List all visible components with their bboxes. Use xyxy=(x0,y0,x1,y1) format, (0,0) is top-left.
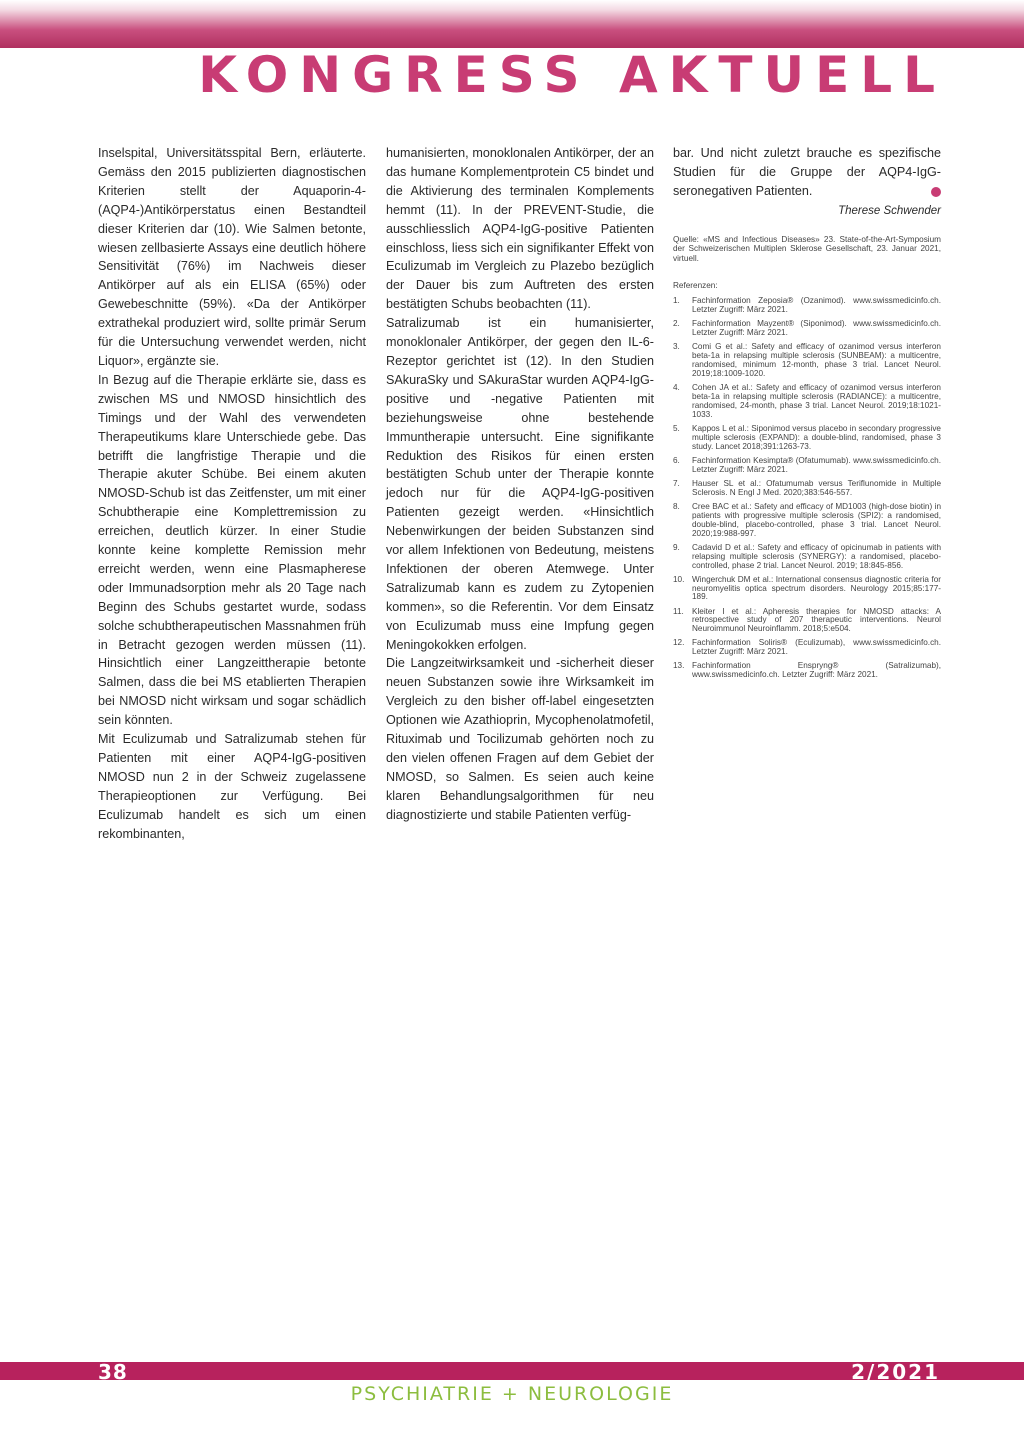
reference-text: Comi G et al.: Safety and efficacy of ozanimod versus interferon beta-1a in relapsing multiple sclerosis (SUNBEAM): a multicentre, randomised, minimum 12-month, phase 3 trial. Lancet Neurol. 2019;18:1009-1020. xyxy=(692,342,941,379)
source-note: Quelle: «MS and Infectious Diseases» 23. State-of-the-Art-Symposium der Schweizerischen Multiplen Sklerose Gesellschaft, 23. Januar 2021, virtuell. xyxy=(673,234,941,263)
text-column-2 xyxy=(386,144,654,825)
reference-text: Fachinformation Soliris® (Eculizumab), www.swissmedicinfo.ch. Letzter Zugriff: März 2021. xyxy=(692,638,941,657)
header-band xyxy=(0,0,1024,48)
issue-number: 2/2021 xyxy=(851,1360,940,1384)
author-name: Therese Schwender xyxy=(838,204,941,217)
paragraph: Inselspital, Universitätsspital Bern, erläuterte. Gemäss den 2015 publizierten diagnostischen Kriterien stellt der Aquaporin-4-(AQP4-)Antikörperstatus einen Bestandteil dieser Kriterien dar (10). Wie Salmen betonte, wiesen zellbasierte Assays eine deutlich höhere Sensitivität (76%) im Nachweis dieser Antikörper auf als ein ELISA (65%) oder Gewebeschnitte (59%). «Da der Antikörper extrathekal produziert wird, sollte primär Serum für die Untersuchung verwendet werden, nicht Liquor», ergänzte sie. xyxy=(98,146,366,368)
closing-text: bar. Und nicht zuletzt brauche es spezifische Studien für die Gruppe der AQP4-IgG-seronegativen Patienten. xyxy=(673,146,941,198)
section-title: KONGRESS AKTUELL xyxy=(198,46,946,104)
reference-text: Kleiter I et al.: Apheresis therapies for NMOSD attacks: A retrospective study of 207 therapeutic interventions. Neurol Neuroimmunol Neuroinflamm. 2018;5:e504. xyxy=(692,606,941,634)
reference-text: Hauser SL et al.: Ofatumumab versus Teriflunomide in Multiple Sclerosis. N Engl J Med. 2020;383:546-557. xyxy=(692,478,941,497)
paragraph-end xyxy=(673,144,941,201)
references-heading: Referenzen: xyxy=(673,281,718,291)
reference-number: 13. xyxy=(673,661,685,671)
reference-item xyxy=(673,297,941,315)
reference-number: 10. xyxy=(673,574,685,584)
reference-text: Cree BAC et al.: Safety and efficacy of MD1003 (high-dose biotin) in patients with progressive multiple sclerosis (SPI2): a randomised, double-blind, placebo-controlled, phase 3 trial. Lancet Neurol. 2020;19:988-997. xyxy=(692,501,941,538)
paragraph: In Bezug auf die Therapie erklärte sie, dass es zwischen MS und NMOSD hinsichtlich des Timings und der Wahl des verwendeten Therapeutikums klare Unterschiede gebe. Das betrifft die langfristige Therapie und die Therapie akuter Schübe. Bei einem akuten NMOSD-Schub ist das Zeitfenster, um mit einer Schubtherapie eine Komplettremission zu erreichen, deutlich kürzer. In einer Studie konnte keine komplette Remission mehr erreicht werden, wenn eine Plasmapherese oder Immunadsorption mehr als 20 Tage nach Beginn des Schubs gestartet wurde, sodass solche schubtherapeutischen Massnahmen früh in Betracht gezogen werden müssen (11). Hinsichtlich einer Langzeittherapie betonte Salmen, dass die bei MS etablierten Therapien bei NMOSD nicht wirksam und sogar schädlich sein könnten. xyxy=(98,372,366,728)
reference-number: 4. xyxy=(673,383,680,393)
paragraph: Mit Eculizumab und Satralizumab stehen für Patienten mit einer AQP4-IgG-positiven NMOSD nun 2 in der Schweiz zugelassene Therapieoptionen zur Verfügung. Bei Eculizumab handelt es sich um einen rekombinanten, xyxy=(98,732,366,841)
reference-text: Wingerchuk DM et al.: International consensus diagnostic criteria for neuromyelitis optica spectrum disorders. Neurology 2015;85:177-189. xyxy=(692,574,941,602)
reference-number: 9. xyxy=(673,542,680,552)
reference-text: Fachinformation Enspryng® (Satralizumab), www.swissmedicinfo.ch. Letzter Zugriff: März 2021. xyxy=(692,661,941,680)
reference-text: Fachinformation Kesimpta® (Ofatumumab). www.swissmedicinfo.ch. Letzter Zugriff: März 2021. xyxy=(692,455,941,474)
reference-number: 8. xyxy=(673,501,680,511)
text-column-3 xyxy=(673,144,941,685)
reference-item xyxy=(673,576,941,603)
reference-number: 3. xyxy=(673,342,680,352)
reference-number: 5. xyxy=(673,424,680,434)
reference-item xyxy=(673,662,941,680)
reference-text: Fachinformation Zeposia® (Ozanimod). www.swissmedicinfo.ch. Letzter Zugriff: März 2021. xyxy=(692,296,941,315)
reference-text: Kappos L et al.: Siponimod versus placebo in secondary progressive multiple sclerosis (EXPAND): a double-blind, randomised, phase 3 study. Lancet 2018;391:1263-73. xyxy=(692,424,941,451)
reference-item xyxy=(673,480,941,498)
journal-name: PSYCHIATRIE + NEUROLOGIE xyxy=(350,1383,674,1405)
reference-number: 1. xyxy=(673,296,680,306)
reference-item xyxy=(673,320,941,338)
reference-text: Cohen JA et al.: Safety and efficacy of ozanimod versus interferon beta-1a in relapsing multiple sclerosis (RADIANCE): a multicentre, randomised, 24-month, phase 3 trial. Lancet Neurol. 2019;18:1021-1033. xyxy=(692,383,941,419)
reference-item xyxy=(673,503,941,539)
reference-number: 6. xyxy=(673,455,680,465)
page-number: 38 xyxy=(98,1360,128,1384)
reference-number: 12. xyxy=(673,638,685,648)
references-list xyxy=(673,297,941,680)
end-mark-dot-icon xyxy=(931,187,941,197)
reference-number: 11. xyxy=(673,606,684,616)
text-column-1 xyxy=(98,144,366,844)
paragraph: Satralizumab ist ein humanisierter, monoklonaler Antikörper, der gegen den IL-6-Rezeptor gerichtet ist (12). In den Studien SAkuraSky und SAkuraStar wurden AQP4-IgG-positive und -negative Patienten mit beziehungsweise ohne bestehende Immuntherapie untersucht. Eine signifikante Reduktion des Risikos für einen ersten bestätigten Schub unter der Therapie konnte jedoch nur für die AQP4-IgG-positiven Patienten gezeigt werden. «Hinsichtlich Nebenwirkungen der beiden Substanzen sind vor allem Infektionen von Bedeutung, meistens Infektionen der oberen Atemwege. Unter Satralizumab kann es zudem zu Zytopenien kommen», so die Referentin. Vor dem Einsatz von Eculizumab muss eine Impfung gegen Meningokokken erfolgen. xyxy=(386,316,654,652)
reference-item xyxy=(673,457,941,475)
reference-item xyxy=(673,384,941,420)
paragraph: Die Langzeitwirksamkeit und -sicherheit dieser neuen Substanzen sowie ihre Wirksamkeit im Vergleich zu den bisher off-label eingesetzten Optionen wie Azathioprin, Mycophenolatmofetil, Rituximab und Tocilizumab gehörten noch zu den vielen offenen Fragen auf dem Gebiet der NMOSD, so Salmen. Es seien auch keine klaren Behandlungsalgorithmen für neu diagnostizierte und stabile Patienten verfüg- xyxy=(386,656,654,822)
reference-text: Fachinformation Mayzent® (Siponimod). www.swissmedicinfo.ch. Letzter Zugriff: März 2021. xyxy=(692,319,941,338)
reference-item xyxy=(673,608,941,635)
reference-item xyxy=(673,343,941,379)
reference-number: 7. xyxy=(673,478,680,488)
reference-item xyxy=(673,425,941,452)
reference-item xyxy=(673,544,941,571)
reference-text: Cadavid D et al.: Safety and efficacy of opicinumab in patients with relapsing multiple sclerosis (SYNERGY): a randomised, placebo-controlled, phase 2 trial. Lancet Neurol. 2019; 18:845-856. xyxy=(692,542,941,570)
reference-item xyxy=(673,639,941,657)
reference-number: 2. xyxy=(673,319,680,329)
paragraph: humanisierten, monoklonalen Antikörper, der an das humane Komplementprotein C5 bindet und die Aktivierung des terminalen Komplements hemmt (11). In der PREVENT-Studie, die ausschliesslich AQP4-IgG-positive Patienten einschloss, liess sich ein signifikanter Effekt von Eculizumab im Vergleich zu Plazebo bezüglich der Dauer bis zum Auftreten des ersten bestätigten Schubs beobachten (11). xyxy=(386,146,654,312)
